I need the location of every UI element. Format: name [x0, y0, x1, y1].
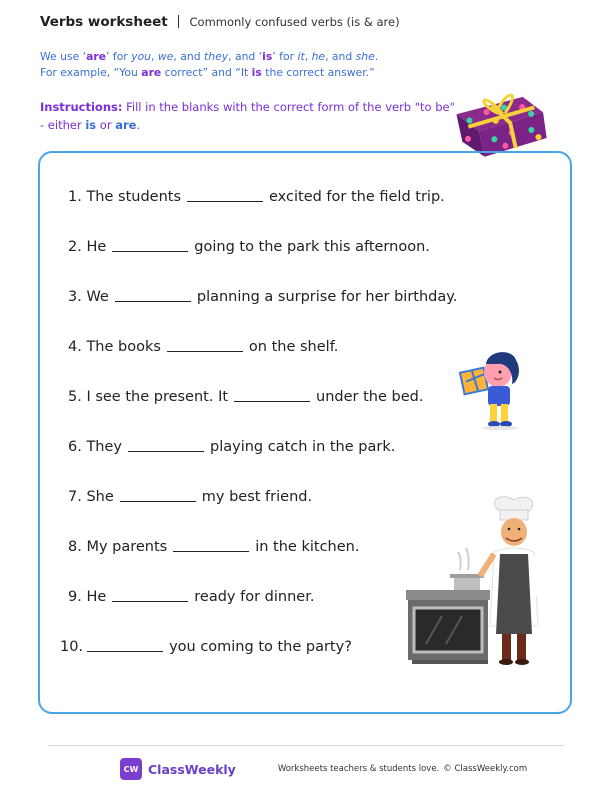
brand-name: ClassWeekly	[148, 761, 236, 777]
question-6-blank[interactable]	[128, 439, 204, 452]
intro-text-part: ,	[151, 50, 158, 63]
intro-text-part: ’ for	[272, 50, 298, 63]
instructions-or: or	[96, 118, 116, 132]
intro-text	[40, 49, 378, 81]
example-are: are	[141, 66, 162, 79]
question-8-blank[interactable]	[173, 539, 249, 552]
footer-divider	[48, 745, 564, 746]
intro-text-part: the correct answer.”	[261, 66, 375, 79]
question-10-blank[interactable]	[87, 639, 163, 652]
question-6-end: playing catch in the park.	[210, 439, 396, 455]
intro-text-part: We use ‘	[40, 50, 87, 63]
intro-text-part: .	[374, 50, 379, 63]
question-4	[68, 339, 338, 355]
intro-is: is	[262, 50, 273, 63]
question-9	[68, 589, 314, 605]
question-4-blank[interactable]	[167, 339, 243, 352]
intro-text-part: ,	[304, 50, 312, 63]
instructions-are: are	[115, 118, 137, 132]
question-4-start: 4. The books	[68, 339, 161, 355]
question-10-start: 10.	[60, 639, 84, 655]
intro-he: he	[311, 50, 326, 63]
question-8	[68, 539, 359, 555]
intro-text-part: correct” and “It	[161, 66, 252, 79]
instructions-is: is	[85, 118, 97, 132]
question-3-start: 3. We	[68, 289, 109, 305]
question-4-end: on the shelf.	[248, 339, 339, 355]
question-5	[68, 389, 423, 405]
question-2-blank[interactable]	[112, 239, 188, 252]
gift-box-icon	[448, 78, 556, 160]
question-7-start: 7. She	[68, 489, 114, 505]
intro-we: we	[157, 50, 174, 63]
kid-holding-present-icon	[458, 348, 530, 430]
question-5-end: under the bed.	[316, 389, 424, 405]
question-2	[68, 239, 430, 255]
intro-text-part: For example, “You	[40, 66, 142, 79]
question-3	[68, 289, 457, 305]
question-9-start: 9. He	[68, 589, 107, 605]
question-10-end: you coming to the party?	[169, 639, 352, 655]
question-8-start: 8. My parents	[68, 539, 168, 555]
question-1-end: excited for the field trip.	[269, 189, 445, 205]
question-2-end: going to the park this afternoon.	[194, 239, 430, 255]
question-1	[68, 189, 445, 205]
intro-text-part: , and	[173, 50, 204, 63]
intro-you: you	[131, 50, 152, 63]
worksheet-subtitle: Commonly confused verbs (is & are)	[189, 15, 400, 29]
instructions-label: Instructions:	[40, 100, 123, 114]
intro-text-part: , and ‘	[228, 50, 263, 63]
instructions-end: .	[136, 118, 141, 132]
question-1-blank[interactable]	[187, 189, 263, 202]
example-is: is	[251, 66, 262, 79]
footer	[120, 758, 527, 780]
intro-line-1	[40, 49, 378, 65]
footer-tagline: Worksheets teachers & students love.	[277, 764, 440, 774]
instructions	[40, 98, 460, 134]
question-2-start: 2. He	[68, 239, 107, 255]
question-3-end: planning a surprise for her birthday.	[196, 289, 458, 305]
intro-it: it	[297, 50, 305, 63]
question-7	[68, 489, 312, 505]
intro-they: they	[204, 50, 229, 63]
worksheet-title: Verbs worksheet	[40, 14, 168, 30]
question-5-blank[interactable]	[234, 389, 310, 402]
intro-she: she	[355, 50, 375, 63]
instructions-text: Fill in the blanks with the correct form of the verb "to be" - either	[40, 100, 455, 132]
question-1-start: 1. The students	[68, 189, 182, 205]
question-8-end: in the kitchen.	[255, 539, 360, 555]
question-6	[68, 439, 395, 455]
question-9-end: ready for dinner.	[194, 589, 315, 605]
page-header	[40, 14, 400, 30]
question-3-blank[interactable]	[115, 289, 191, 302]
question-7-end: my best friend.	[201, 489, 313, 505]
question-10	[60, 639, 352, 655]
question-6-start: 6. They	[68, 439, 122, 455]
header-separator	[178, 15, 180, 28]
intro-text-part: ’ for	[106, 50, 132, 63]
intro-are: are	[86, 50, 107, 63]
intro-line-2	[40, 65, 378, 81]
chef-cooking-icon	[402, 496, 552, 668]
classweekly-logo: CW	[120, 758, 142, 780]
question-7-blank[interactable]	[120, 489, 196, 502]
footer-copyright: © ClassWeekly.com	[443, 764, 528, 774]
question-9-blank[interactable]	[112, 589, 188, 602]
intro-text-part: , and	[325, 50, 356, 63]
question-5-start: 5. I see the present. It	[68, 389, 229, 405]
